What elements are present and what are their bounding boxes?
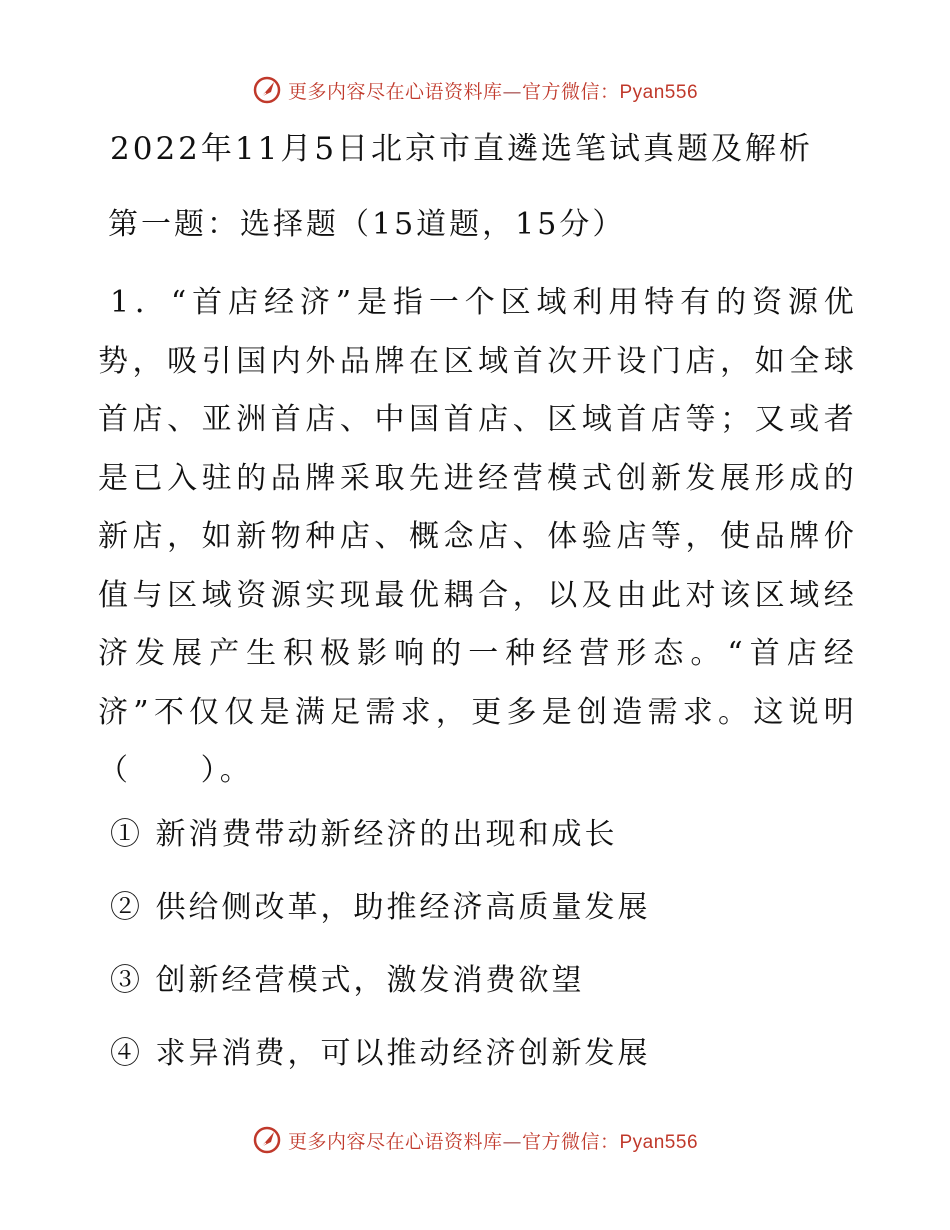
section-heading: 第一题：选择题（15道题，15分） <box>108 207 626 242</box>
document-body <box>98 118 858 1107</box>
footer-banner <box>0 1120 950 1160</box>
banner-text: 更多内容尽在心语资料库—官方微信：Pyan556 <box>287 1130 699 1153</box>
quill-logo-icon <box>252 1125 282 1155</box>
question-body: “首店经济”是指一个区域利用特有的资源优势，吸引国内外品牌在区域首次开设门店，如全球首店、亚洲首店、中国首店、区域首店等；又或者是已入驻的品牌采取先进经营模式创新发展形成的新店，如新物种店、概念店、体验店等，使品牌价值与区域资源实现最优耦合，以及由此对该区域经济发展产生积极影响的一种经营形态。“首店经济”不仅仅是满足需求，更多是创造需求。这说明（ ）。 <box>98 285 858 788</box>
page-title: 2022年11月5日北京市直遴选笔试真题及解析 <box>110 131 814 167</box>
quill-logo-icon <box>252 75 282 105</box>
banner-text: 更多内容尽在心语资料库—官方微信：Pyan556 <box>287 80 699 103</box>
question-text <box>98 274 858 801</box>
question-number: 1． <box>110 285 171 320</box>
option-item: ① 新消费带动新经济的出现和成长 <box>110 816 618 852</box>
option-item: ② 供给侧改革，助推经济高质量发展 <box>110 889 651 925</box>
header-banner <box>0 70 950 110</box>
options-list <box>98 815 858 1074</box>
option-item: ④ 求异消费，可以推动经济创新发展 <box>110 1035 651 1071</box>
option-item: ③ 创新经营模式，激发消费欲望 <box>110 962 585 998</box>
